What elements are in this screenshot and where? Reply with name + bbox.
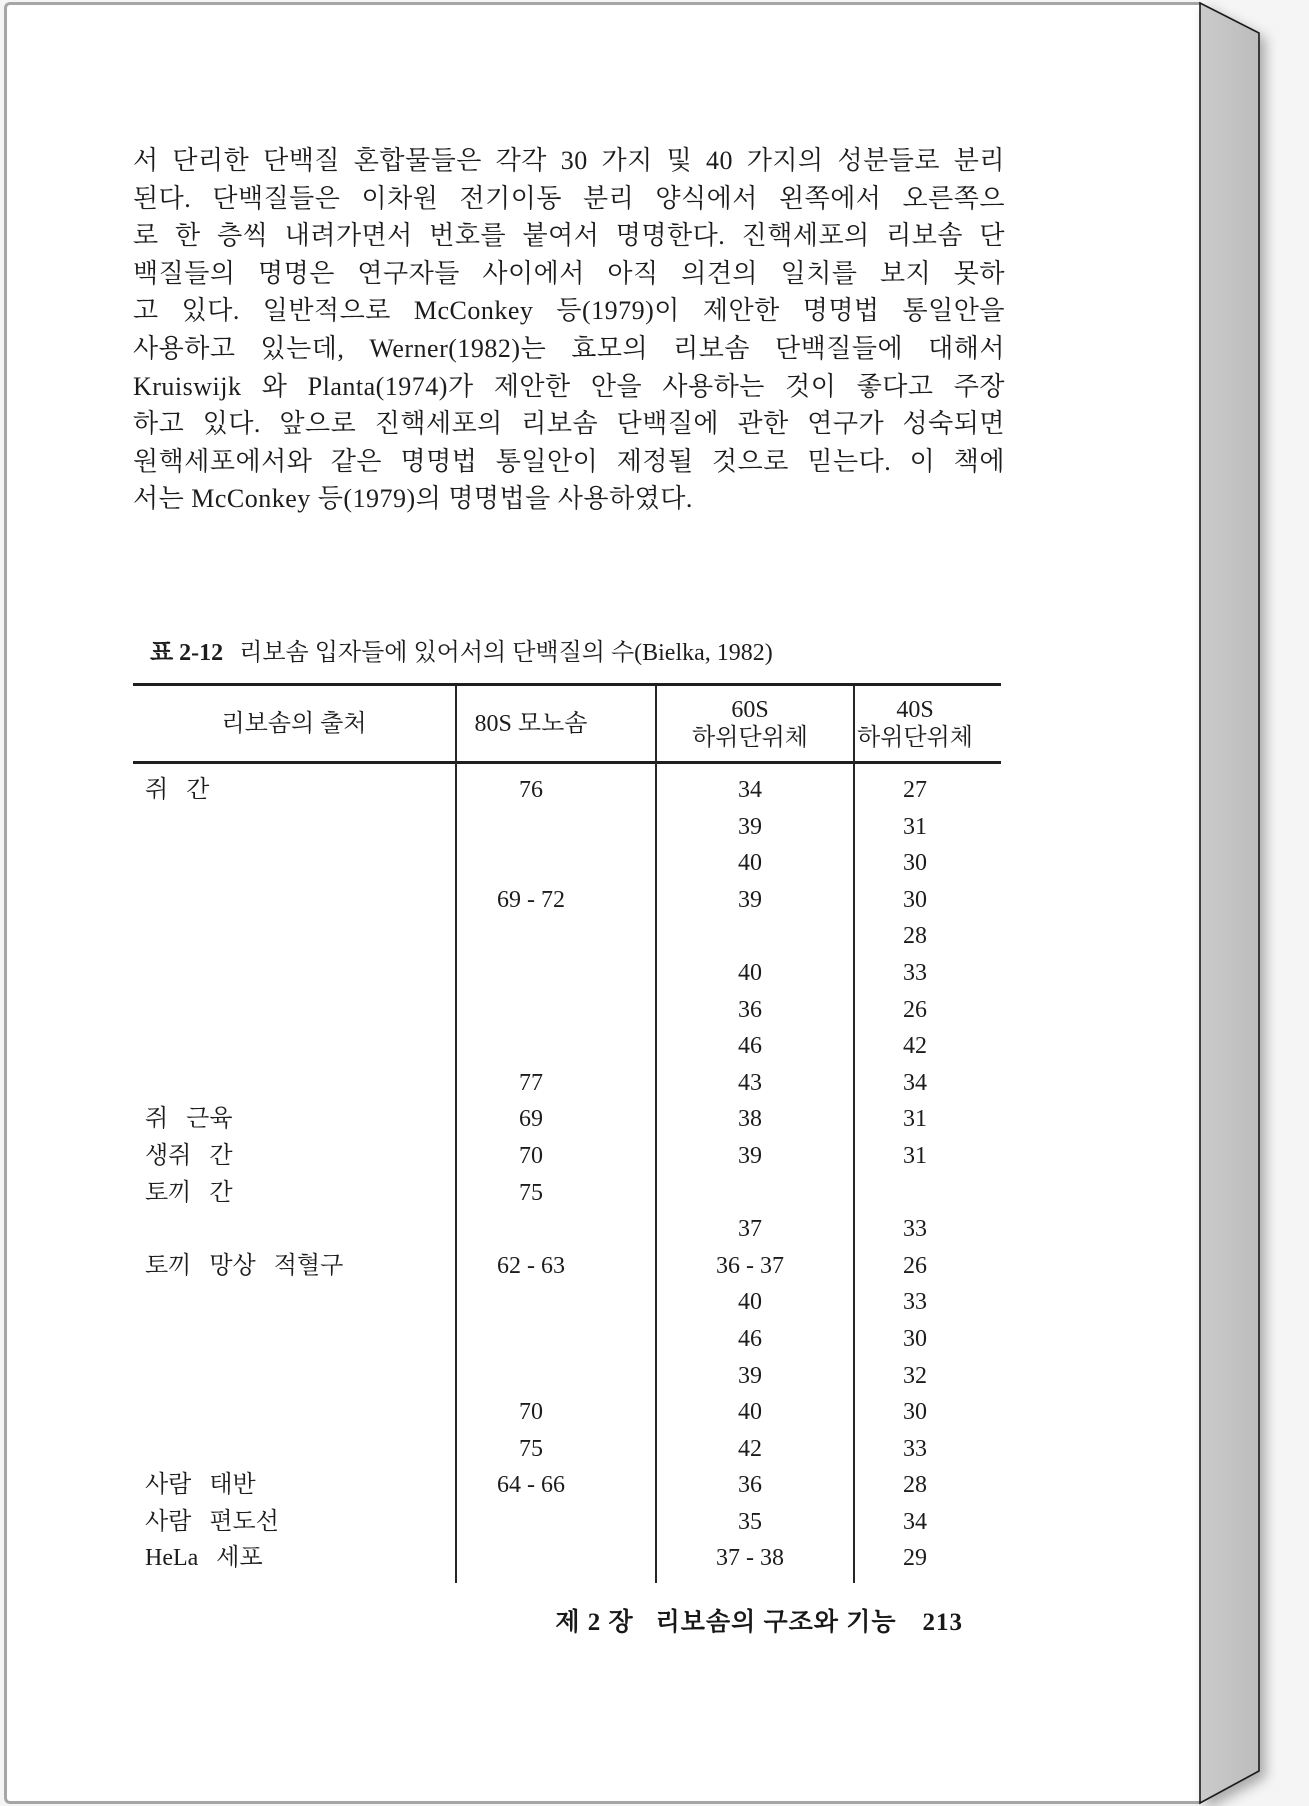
cell-40s-subunit: 30: [903, 1399, 927, 1426]
cell-40s-subunit: 42: [903, 1033, 927, 1060]
cell-40s-subunit: 31: [903, 813, 927, 840]
cell-ribosome-source: 사람 편도선: [145, 1508, 279, 1535]
cell-ribosome-source: [133, 1394, 455, 1431]
footer-chapter: 제 2 장: [555, 1609, 634, 1636]
cell-ribosome-source: [133, 1321, 455, 1358]
cell-60s-subunit: 36: [738, 996, 762, 1023]
cell-80s-monosome: 75: [519, 1179, 543, 1206]
cell-40s-subunit: [853, 1175, 1001, 1212]
text-line: 원핵세포에서와 같은 명명법 통일안이 제정될 것으로 믿는다. 이 책에: [133, 446, 1005, 476]
text-line: 백질들의 명명은 연구자들 사이에서 아직 의견의 일치를 보지 못하: [133, 258, 1005, 288]
cell-60s-subunit: 39: [738, 1362, 762, 1389]
column-header-60s-subunit: [655, 696, 853, 752]
table-header-row: [133, 686, 1001, 764]
cell-80s-monosome: [455, 1321, 655, 1358]
cell-40s-subunit: 34: [903, 1069, 927, 1096]
cell-60s-subunit: 39: [738, 886, 762, 913]
cell-40s-subunit: 34: [903, 1508, 927, 1535]
cell-80s-monosome: [455, 1028, 655, 1065]
cell-80s-monosome: [455, 992, 655, 1029]
cell-80s-monosome: 70: [519, 1399, 543, 1426]
cell-40s-subunit: 27: [903, 777, 927, 803]
cell-60s-subunit: 43: [738, 1069, 762, 1096]
cell-ribosome-source: 사람 태반: [145, 1472, 256, 1499]
cell-ribosome-source: [133, 955, 455, 992]
cell-40s-subunit: 33: [903, 959, 927, 986]
column-divider: [853, 686, 855, 1583]
cell-60s-subunit: 37: [738, 1216, 762, 1243]
cell-40s-subunit: 32: [903, 1362, 927, 1389]
cell-40s-subunit: 31: [903, 1142, 927, 1169]
cell-40s-subunit: 28: [903, 923, 927, 950]
cell-ribosome-source: [133, 918, 455, 955]
cell-ribosome-source: [133, 1065, 455, 1102]
cell-ribosome-source: 토끼 망상 적혈구: [145, 1252, 344, 1279]
cell-60s-subunit: 36 - 37: [716, 1252, 784, 1279]
cell-ribosome-source: [133, 992, 455, 1029]
text-line: 고 있다. 일반적으로 McConkey 등(1979)이 제안한 명명법 통일안을: [133, 296, 1005, 326]
cell-80s-monosome: 75: [519, 1435, 543, 1462]
cell-80s-monosome: [455, 955, 655, 992]
cell-60s-subunit: 40: [738, 959, 762, 986]
cell-80s-monosome: 70: [519, 1142, 543, 1169]
column-header-source: 리보솜의 출처: [221, 710, 367, 737]
cell-80s-monosome: [455, 1504, 655, 1541]
text-line: 로 한 층씩 내려가면서 번호를 붙여서 명명한다. 진핵세포의 리보솜 단: [133, 221, 1005, 251]
cell-60s-subunit: 35: [738, 1508, 762, 1535]
column-header-60s-line1: 60S: [731, 696, 769, 723]
footer-page-number: 213: [922, 1609, 963, 1636]
cell-40s-subunit: 28: [903, 1472, 927, 1499]
cell-40s-subunit: 26: [903, 996, 927, 1023]
column-header-60s-line2: 하위단위체: [692, 724, 808, 751]
table-caption-number: 표 2-12: [150, 640, 224, 666]
column-divider: [655, 686, 657, 1583]
cell-ribosome-source: [133, 845, 455, 882]
cell-60s-subunit: 34: [738, 777, 762, 803]
cell-ribosome-source: 생쥐 간: [145, 1142, 233, 1169]
cell-60s-subunit: 36: [738, 1472, 762, 1499]
cell-60s-subunit: 37 - 38: [716, 1545, 784, 1572]
cell-40s-subunit: 33: [903, 1289, 927, 1316]
table-caption: [150, 638, 1010, 668]
cell-ribosome-source: [133, 1028, 455, 1065]
cell-ribosome-source: 쥐 근육: [145, 1106, 233, 1133]
text-line: 하고 있다. 앞으로 진핵세포의 리보솜 단백질에 관한 연구가 성숙되면: [133, 409, 1005, 439]
cell-40s-subunit: 31: [903, 1106, 927, 1133]
cell-ribosome-source: [133, 1358, 455, 1395]
cell-60s-subunit: 39: [738, 1142, 762, 1169]
table-body: [133, 764, 1001, 1577]
cell-40s-subunit: 26: [903, 1252, 927, 1279]
cell-80s-monosome: 77: [519, 1069, 543, 1096]
body-text: [133, 142, 1005, 518]
cell-60s-subunit: 39: [738, 813, 762, 840]
page-footer: [133, 1602, 963, 1638]
cell-60s-subunit: 40: [738, 1289, 762, 1316]
table-caption-text: 리보솜 입자들에 있어서의 단백질의 수(Bielka, 1982): [239, 640, 773, 666]
data-table: [133, 683, 1001, 1583]
column-header-40s-line1: 40S: [896, 696, 934, 723]
cell-60s-subunit: [655, 1175, 853, 1212]
cell-60s-subunit: 40: [738, 850, 762, 877]
column-header-40s-line2: 하위단위체: [857, 724, 973, 751]
cell-80s-monosome: 62 - 63: [497, 1252, 565, 1279]
column-divider: [455, 686, 457, 1583]
cell-ribosome-source: HeLa 세포: [145, 1545, 263, 1572]
cell-ribosome-source: 토끼 간: [145, 1179, 233, 1206]
column-header-40s-subunit: [853, 696, 1001, 752]
cell-ribosome-source: [133, 1211, 455, 1248]
cell-40s-subunit: 29: [903, 1545, 927, 1572]
cell-80s-monosome: [455, 918, 655, 955]
cell-ribosome-source: 쥐 간: [145, 777, 210, 803]
cell-40s-subunit: 30: [903, 850, 927, 877]
text-line: 서 단리한 단백질 혼합물들은 각각 30 가지 및 40 가지의 성분들로 분리: [133, 146, 1005, 175]
column-header-80s-monosome: 80S 모노솜: [474, 710, 588, 737]
cell-40s-subunit: 33: [903, 1435, 927, 1462]
cell-80s-monosome: [455, 1284, 655, 1321]
cell-80s-monosome: [455, 1211, 655, 1248]
cell-60s-subunit: [655, 918, 853, 955]
text-line: 된다. 단백질들은 이차원 전기이동 분리 양식에서 왼쪽에서 오른쪽으: [133, 183, 1005, 213]
cell-40s-subunit: 30: [903, 886, 927, 913]
text-line: Kruiswijk 와 Planta(1974)가 제안한 안을 사용하는 것이 좋다고 주장: [133, 371, 1005, 401]
text-line: 사용하고 있는데, Werner(1982)는 효모의 리보솜 단백질들에 대해서: [133, 333, 1005, 363]
cell-40s-subunit: 30: [903, 1325, 927, 1352]
cell-80s-monosome: [455, 809, 655, 846]
cell-ribosome-source: [133, 1431, 455, 1468]
cell-ribosome-source: [133, 809, 455, 846]
cell-80s-monosome: 69 - 72: [497, 886, 565, 913]
cell-60s-subunit: 42: [738, 1435, 762, 1462]
cell-60s-subunit: 46: [738, 1325, 762, 1352]
footer-section-title: 리보솜의 구조와 기능: [655, 1609, 897, 1636]
cell-80s-monosome: [455, 1358, 655, 1395]
cell-80s-monosome: 64 - 66: [497, 1472, 565, 1499]
text-line: 서는 McConkey 등(1979)의 명명법을 사용하였다.: [133, 484, 693, 514]
cell-60s-subunit: 38: [738, 1106, 762, 1133]
cell-80s-monosome: 69: [519, 1106, 543, 1133]
cell-ribosome-source: [133, 1284, 455, 1321]
cell-40s-subunit: 33: [903, 1216, 927, 1243]
cell-80s-monosome: [455, 1540, 655, 1577]
cell-60s-subunit: 46: [738, 1033, 762, 1060]
cell-80s-monosome: [455, 845, 655, 882]
cell-ribosome-source: [133, 882, 455, 919]
cell-80s-monosome: 76: [519, 777, 543, 803]
cell-60s-subunit: 40: [738, 1399, 762, 1426]
